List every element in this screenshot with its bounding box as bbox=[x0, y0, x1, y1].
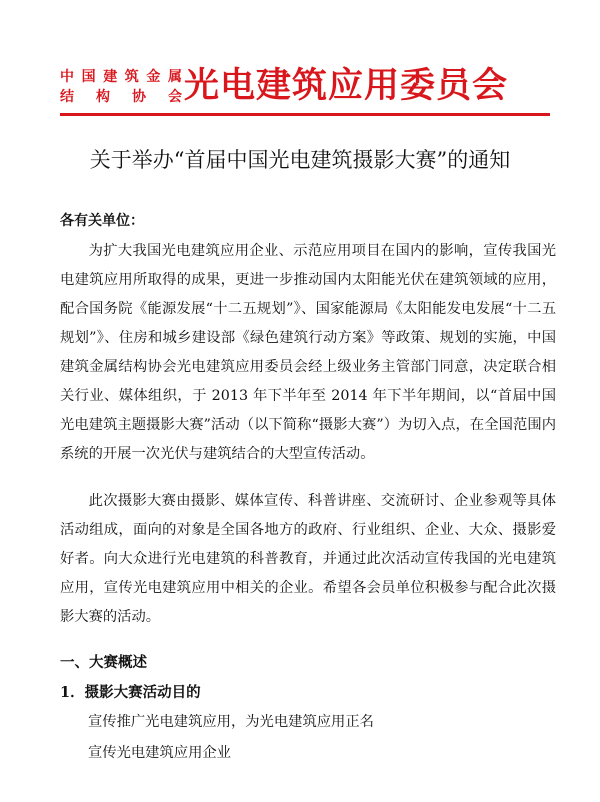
association-name-line-2: 结构协会 bbox=[60, 89, 182, 105]
goal-item: 宣传推广光电建筑应用，为光电建筑应用正名 bbox=[88, 714, 374, 730]
body-paragraph: 为扩大我国光电建筑应用企业、示范应用项目在国内的影响，宣传我国光电建筑应用所取得的成果，更进一步推动国内太阳能光伏在建筑领域的应用，配合国务院《能源发展“十二五规划”》、国家能源局《太阳能发电发展“十二五规划”》、住房和城乡建设部《绿色建筑行动方案》等政策、规划的实施，中国建筑金属结构协会光电建筑应用委员会经上级业务主管部门同意，决定联合相关行业、媒体组织，于 2013 年下半年至 2014 年下半年期间，以“首届中国光电建筑主题摄影大赛”活动（以下简称“摄影大赛”）为切入点，在全国范围内系统的开展一次光伏与建筑结合的大型宣传活动。 bbox=[60, 243, 556, 462]
association-name-line-1: 中国建筑金属 bbox=[60, 69, 182, 85]
body-paragraph: 此次摄影大赛由摄影、媒体宣传、科普讲座、交流研讨、企业参观等具体活动组成，面向的对象是全国各地方的政府、行业组织、企业、大众、摄影爱好者。向大众进行光电建筑的科普教育，并通过此次活动宣传我国的光电建筑应用，宣传光电建筑应用中相关的企业。希望各会员单位积极参与配合此次摄影大赛的活动。 bbox=[60, 493, 556, 625]
section-heading: 一、大赛概述 bbox=[60, 654, 147, 671]
association-name bbox=[60, 67, 182, 107]
goal-item: 宣传光电建筑应用企业 bbox=[88, 745, 231, 761]
salutation: 各有关单位： bbox=[60, 213, 144, 229]
letterhead bbox=[60, 62, 550, 112]
committee-name: 光电建筑应用委员会 bbox=[184, 66, 509, 106]
document-title: 关于举办“首届中国光电建筑摄影大赛”的通知 bbox=[89, 148, 511, 172]
letterhead-red-rule bbox=[60, 113, 550, 116]
subsection-heading: 1．摄影大赛活动目的 bbox=[60, 684, 201, 701]
